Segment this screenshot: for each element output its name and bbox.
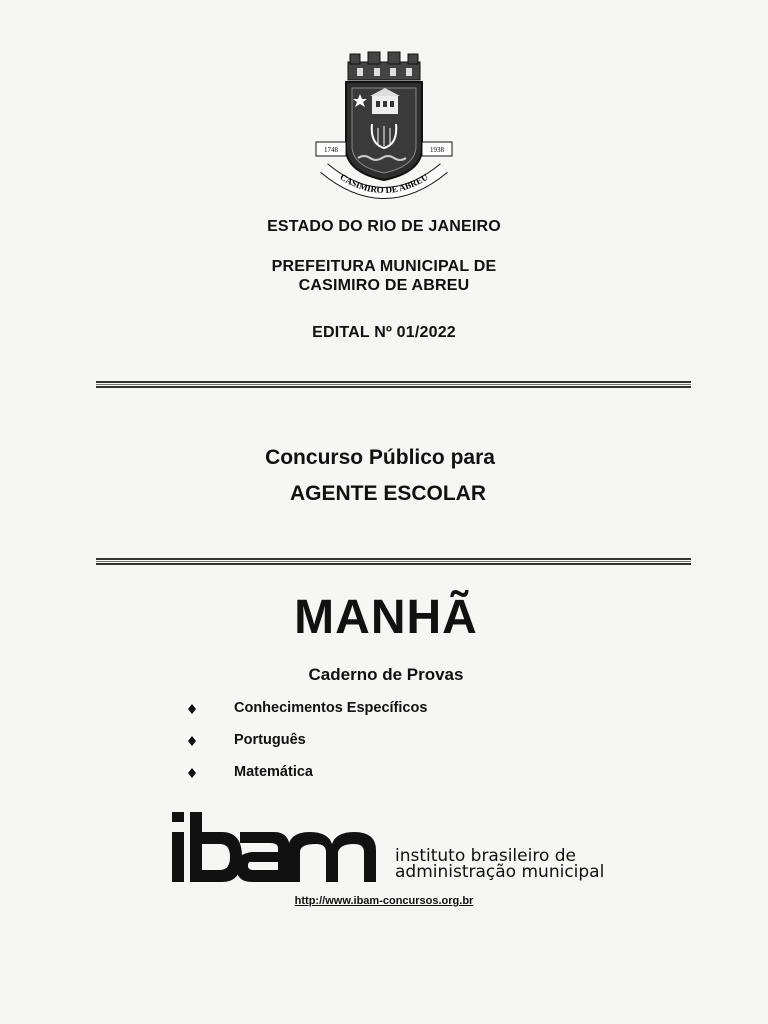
list-item xyxy=(186,700,506,732)
crest-motto: CASIMIRO DE ABREU xyxy=(338,171,430,196)
list-item xyxy=(186,732,506,764)
state-heading: ESTADO DO RIO DE JANEIRO xyxy=(267,218,501,235)
prefeitura-line-1: PREFEITURA MUNICIPAL DE xyxy=(271,258,497,275)
divider-top xyxy=(96,381,691,388)
diamond-bullet-icon xyxy=(186,703,198,715)
concurso-title: Concurso Público para xyxy=(265,446,495,469)
subject-label: Matemática xyxy=(234,764,313,780)
diamond-bullet-icon xyxy=(186,735,198,747)
year-left-text: 1748 xyxy=(324,146,338,154)
divider-bottom xyxy=(96,558,691,565)
edital-number: EDITAL Nº 01/2022 xyxy=(312,324,456,341)
subject-list xyxy=(186,700,506,796)
diamond-bullet-icon xyxy=(186,767,198,779)
list-item xyxy=(186,764,506,796)
session-title: MANHÃ xyxy=(294,591,478,644)
position-title: AGENTE ESCOLAR xyxy=(289,482,486,505)
booklet-title: Caderno de Provas xyxy=(308,665,464,684)
municipal-coat-of-arms xyxy=(312,48,456,206)
year-right-text: 1938 xyxy=(430,146,444,154)
subject-label: Português xyxy=(234,732,306,748)
ibam-tagline-line-1: instituto brasileiro de xyxy=(395,846,577,866)
subject-label: Conhecimentos Específicos xyxy=(234,700,428,716)
ibam-website-link[interactable]: http://www.ibam-concursos.org.br xyxy=(294,895,474,907)
ibam-tagline-line-2: administração municipal xyxy=(395,862,605,882)
prefeitura-line-2: CASIMIRO DE ABREU xyxy=(298,277,470,294)
